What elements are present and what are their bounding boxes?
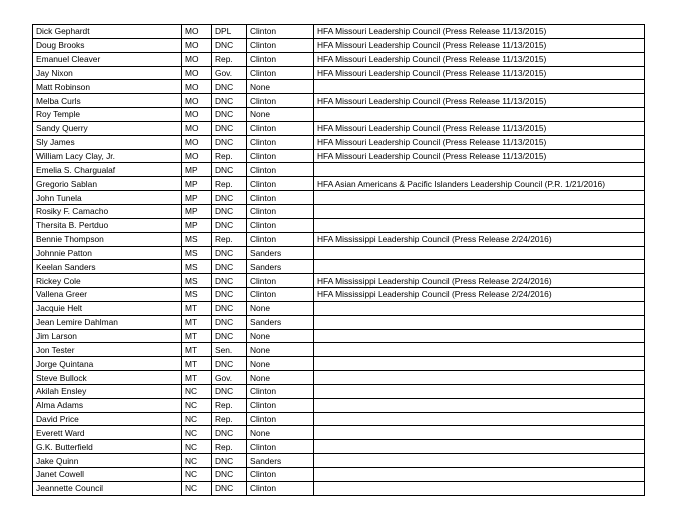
table-row	[33, 301, 645, 315]
cell-name: Gregorio Sablan	[33, 177, 182, 191]
cell-state: MT	[182, 343, 212, 357]
cell-role: DNC	[212, 454, 247, 468]
cell-name: Thersita B. Pertduo	[33, 218, 182, 232]
table-row	[33, 246, 645, 260]
cell-role: DNC	[212, 301, 247, 315]
cell-source: HFA Missouri Leadership Council (Press Release 11/13/2015)	[314, 38, 645, 52]
cell-source: HFA Missouri Leadership Council (Press Release 11/13/2015)	[314, 66, 645, 80]
cell-name: Emanuel Cleaver	[33, 52, 182, 66]
cell-source	[314, 218, 645, 232]
cell-endorsement: None	[247, 301, 314, 315]
cell-role: Rep.	[212, 232, 247, 246]
cell-state: MO	[182, 52, 212, 66]
cell-source	[314, 454, 645, 468]
cell-state: MO	[182, 38, 212, 52]
cell-state: MS	[182, 246, 212, 260]
table-row	[33, 481, 645, 495]
cell-endorsement: Clinton	[247, 25, 314, 39]
cell-source: HFA Missouri Leadership Council (Press Release 11/13/2015)	[314, 52, 645, 66]
table-row	[33, 232, 645, 246]
table-row	[33, 191, 645, 205]
cell-source	[314, 301, 645, 315]
cell-role: Rep.	[212, 412, 247, 426]
cell-role: DNC	[212, 384, 247, 398]
cell-source	[314, 426, 645, 440]
table-row	[33, 426, 645, 440]
cell-name: Matt Robinson	[33, 80, 182, 94]
cell-state: MO	[182, 149, 212, 163]
cell-source: HFA Asian Americans & Pacific Islanders Leadership Council (P.R. 1/21/2016)	[314, 177, 645, 191]
cell-source	[314, 384, 645, 398]
cell-name: Jon Tester	[33, 343, 182, 357]
table-row	[33, 204, 645, 218]
cell-role: DNC	[212, 288, 247, 302]
cell-endorsement: Clinton	[247, 274, 314, 288]
cell-source	[314, 412, 645, 426]
cell-role: DNC	[212, 204, 247, 218]
cell-source: HFA Missouri Leadership Council (Press Release 11/13/2015)	[314, 149, 645, 163]
cell-name: Jeannette Council	[33, 481, 182, 495]
table-row	[33, 108, 645, 122]
table-row	[33, 384, 645, 398]
cell-source	[314, 343, 645, 357]
cell-source	[314, 329, 645, 343]
cell-source	[314, 204, 645, 218]
cell-state: MO	[182, 66, 212, 80]
table-row	[33, 454, 645, 468]
cell-role: DNC	[212, 163, 247, 177]
cell-role: DNC	[212, 260, 247, 274]
cell-state: MO	[182, 80, 212, 94]
cell-state: MS	[182, 274, 212, 288]
cell-source	[314, 481, 645, 495]
cell-name: Roy Temple	[33, 108, 182, 122]
cell-state: MP	[182, 177, 212, 191]
cell-endorsement: Clinton	[247, 177, 314, 191]
cell-endorsement: Clinton	[247, 38, 314, 52]
cell-endorsement: Clinton	[247, 440, 314, 454]
cell-source: HFA Missouri Leadership Council (Press Release 11/13/2015)	[314, 94, 645, 108]
cell-state: NC	[182, 454, 212, 468]
cell-endorsement: None	[247, 371, 314, 385]
cell-source: HFA Mississippi Leadership Council (Press Release 2/24/2016)	[314, 232, 645, 246]
cell-source: HFA Mississippi Leadership Council (Press Release 2/24/2016)	[314, 288, 645, 302]
cell-name: Doug Brooks	[33, 38, 182, 52]
cell-endorsement: Sanders	[247, 315, 314, 329]
cell-state: NC	[182, 426, 212, 440]
cell-name: Melba Curls	[33, 94, 182, 108]
table-row	[33, 371, 645, 385]
cell-source	[314, 260, 645, 274]
table-row	[33, 260, 645, 274]
cell-state: MT	[182, 315, 212, 329]
cell-endorsement: None	[247, 357, 314, 371]
cell-name: Everett Ward	[33, 426, 182, 440]
cell-role: Rep.	[212, 177, 247, 191]
cell-state: MS	[182, 260, 212, 274]
cell-state: MT	[182, 301, 212, 315]
cell-name: Jay Nixon	[33, 66, 182, 80]
cell-state: NC	[182, 384, 212, 398]
cell-source	[314, 357, 645, 371]
cell-role: DNC	[212, 329, 247, 343]
cell-role: DNC	[212, 108, 247, 122]
cell-name: G.K. Butterfield	[33, 440, 182, 454]
cell-name: Sandy Querry	[33, 121, 182, 135]
cell-endorsement: None	[247, 80, 314, 94]
cell-endorsement: Sanders	[247, 260, 314, 274]
cell-role: DNC	[212, 94, 247, 108]
cell-state: MT	[182, 371, 212, 385]
table-row	[33, 343, 645, 357]
cell-endorsement: Clinton	[247, 384, 314, 398]
cell-endorsement: None	[247, 108, 314, 122]
cell-name: Rosiky F. Camacho	[33, 204, 182, 218]
table-row	[33, 135, 645, 149]
cell-role: DNC	[212, 38, 247, 52]
table-row	[33, 94, 645, 108]
cell-name: Janet Cowell	[33, 468, 182, 482]
cell-source	[314, 468, 645, 482]
cell-name: Jim Larson	[33, 329, 182, 343]
cell-name: Jean Lemire Dahlman	[33, 315, 182, 329]
cell-name: Jacquie Helt	[33, 301, 182, 315]
cell-source: HFA Missouri Leadership Council (Press Release 11/13/2015)	[314, 135, 645, 149]
table-body	[33, 25, 645, 496]
cell-role: Sen.	[212, 343, 247, 357]
cell-state: NC	[182, 481, 212, 495]
cell-state: MO	[182, 25, 212, 39]
cell-name: David Price	[33, 412, 182, 426]
cell-state: NC	[182, 398, 212, 412]
cell-endorsement: None	[247, 329, 314, 343]
cell-role: DNC	[212, 218, 247, 232]
table-row	[33, 66, 645, 80]
cell-state: MP	[182, 218, 212, 232]
cell-source	[314, 371, 645, 385]
cell-source	[314, 398, 645, 412]
cell-endorsement: None	[247, 426, 314, 440]
table-row	[33, 38, 645, 52]
cell-name: Dick Gephardt	[33, 25, 182, 39]
table-row	[33, 274, 645, 288]
cell-role: Gov.	[212, 371, 247, 385]
cell-state: NC	[182, 468, 212, 482]
table-row	[33, 398, 645, 412]
cell-endorsement: Clinton	[247, 288, 314, 302]
cell-endorsement: Clinton	[247, 204, 314, 218]
cell-state: MS	[182, 288, 212, 302]
cell-role: DNC	[212, 246, 247, 260]
cell-state: MT	[182, 357, 212, 371]
table-row	[33, 80, 645, 94]
cell-name: Johnnie Patton	[33, 246, 182, 260]
cell-source: HFA Mississippi Leadership Council (Press Release 2/24/2016)	[314, 274, 645, 288]
cell-role: Rep.	[212, 52, 247, 66]
cell-role: DNC	[212, 191, 247, 205]
cell-state: MP	[182, 204, 212, 218]
cell-name: Rickey Cole	[33, 274, 182, 288]
table-row	[33, 163, 645, 177]
table-row	[33, 329, 645, 343]
cell-source	[314, 246, 645, 260]
cell-name: Steve Bullock	[33, 371, 182, 385]
cell-endorsement: Sanders	[247, 246, 314, 260]
cell-state: MS	[182, 232, 212, 246]
cell-endorsement: Clinton	[247, 135, 314, 149]
table-row	[33, 468, 645, 482]
table-row	[33, 288, 645, 302]
cell-state: MO	[182, 121, 212, 135]
cell-endorsement: Clinton	[247, 149, 314, 163]
cell-source	[314, 315, 645, 329]
cell-role: DNC	[212, 135, 247, 149]
cell-endorsement: Clinton	[247, 66, 314, 80]
cell-name: Jorge Quintana	[33, 357, 182, 371]
cell-role: DNC	[212, 80, 247, 94]
table-row	[33, 149, 645, 163]
cell-endorsement: Sanders	[247, 454, 314, 468]
cell-role: DNC	[212, 315, 247, 329]
cell-state: NC	[182, 440, 212, 454]
cell-role: Rep.	[212, 398, 247, 412]
cell-endorsement: Clinton	[247, 121, 314, 135]
table-row	[33, 218, 645, 232]
cell-name: Vallena Greer	[33, 288, 182, 302]
table-row	[33, 177, 645, 191]
cell-state: MO	[182, 108, 212, 122]
cell-name: Keelan Sanders	[33, 260, 182, 274]
cell-role: DNC	[212, 426, 247, 440]
cell-endorsement: Clinton	[247, 468, 314, 482]
cell-role: DNC	[212, 357, 247, 371]
table-row	[33, 357, 645, 371]
cell-state: MP	[182, 163, 212, 177]
cell-role: DNC	[212, 468, 247, 482]
cell-endorsement: Clinton	[247, 94, 314, 108]
cell-name: Akilah Ensley	[33, 384, 182, 398]
table-row	[33, 412, 645, 426]
cell-source: HFA Missouri Leadership Council (Press Release 11/13/2015)	[314, 121, 645, 135]
cell-name: Sly James	[33, 135, 182, 149]
cell-endorsement: Clinton	[247, 481, 314, 495]
cell-source: HFA Missouri Leadership Council (Press Release 11/13/2015)	[314, 25, 645, 39]
table-row	[33, 121, 645, 135]
cell-role: DPL	[212, 25, 247, 39]
cell-endorsement: None	[247, 343, 314, 357]
cell-role: DNC	[212, 274, 247, 288]
cell-source	[314, 80, 645, 94]
table-row	[33, 25, 645, 39]
cell-name: Alma Adams	[33, 398, 182, 412]
cell-state: MO	[182, 135, 212, 149]
cell-role: Rep.	[212, 149, 247, 163]
cell-name: Jake Quinn	[33, 454, 182, 468]
cell-role: DNC	[212, 481, 247, 495]
cell-name: Emelia S. Chargualaf	[33, 163, 182, 177]
cell-endorsement: Clinton	[247, 398, 314, 412]
cell-state: MP	[182, 191, 212, 205]
superdelegate-table	[32, 24, 645, 496]
cell-endorsement: Clinton	[247, 218, 314, 232]
table-row	[33, 440, 645, 454]
cell-state: NC	[182, 412, 212, 426]
cell-source	[314, 191, 645, 205]
cell-state: MT	[182, 329, 212, 343]
cell-endorsement: Clinton	[247, 163, 314, 177]
cell-role: DNC	[212, 121, 247, 135]
cell-state: MO	[182, 94, 212, 108]
cell-source	[314, 108, 645, 122]
cell-role: Gov.	[212, 66, 247, 80]
cell-endorsement: Clinton	[247, 412, 314, 426]
cell-name: Bennie Thompson	[33, 232, 182, 246]
cell-endorsement: Clinton	[247, 191, 314, 205]
cell-endorsement: Clinton	[247, 232, 314, 246]
table-row	[33, 52, 645, 66]
cell-source	[314, 440, 645, 454]
cell-role: Rep.	[212, 440, 247, 454]
cell-name: John Tunela	[33, 191, 182, 205]
cell-endorsement: Clinton	[247, 52, 314, 66]
cell-name: William Lacy Clay, Jr.	[33, 149, 182, 163]
cell-source	[314, 163, 645, 177]
table-row	[33, 315, 645, 329]
